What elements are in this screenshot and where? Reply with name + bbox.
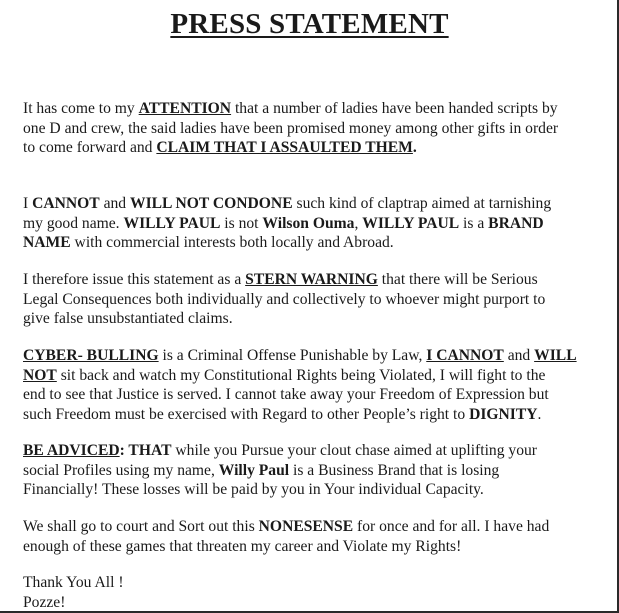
signoff xyxy=(23,573,613,612)
line xyxy=(23,480,613,500)
text: is a xyxy=(459,214,489,232)
emphasis-willy-paul: Willy Paul xyxy=(218,461,290,479)
paragraph-attention xyxy=(23,99,613,158)
paragraph-cyber-bulling xyxy=(23,346,613,424)
text: my good name. xyxy=(23,214,124,232)
line xyxy=(23,233,613,253)
text: give false unsubstantiated claims. xyxy=(23,310,233,327)
line xyxy=(23,290,613,310)
emphasis-attention: ATTENTION xyxy=(138,100,232,117)
text: one D and crew, the said ladies have been promised money among other gifts in order xyxy=(23,119,559,137)
text: social Profiles using my name, xyxy=(23,461,219,479)
text: that there will be Serious xyxy=(377,271,538,288)
emphasis-nonesense: NONESENSE xyxy=(258,518,354,535)
emphasis-cannot: CANNOT xyxy=(32,195,100,212)
text: end to see that Justice is served. I cannot take away your Freedom of Expression but xyxy=(23,386,549,403)
paragraph-cannot-condone xyxy=(23,194,613,253)
text: sit back and watch my Constitutional Rights being Violated, I will fight to the xyxy=(56,366,546,384)
emphasis-not: NOT xyxy=(23,366,57,384)
text: is not xyxy=(220,214,263,232)
emphasis-will: WILL xyxy=(534,347,577,364)
text: We shall go to court and Sort out this xyxy=(23,518,259,535)
paragraph-stern-warning xyxy=(23,270,613,329)
emphasis-willy-paul: WILLY PAUL xyxy=(362,214,460,232)
emphasis-cyber-bulling: CYBER- BULLING xyxy=(23,347,159,364)
text: while you Pursue your clout chase aimed at uplifting your xyxy=(171,442,537,459)
line xyxy=(23,119,613,139)
thank-you-line: Thank You All ! xyxy=(23,574,124,591)
text: Legal Consequences both individually and collectively to whoever might purport to xyxy=(23,290,546,308)
page-title: PRESS STATEMENT xyxy=(170,8,449,40)
line xyxy=(23,214,613,234)
line xyxy=(23,517,613,537)
text: enough of these games that threaten my career and Violate my Rights! xyxy=(23,537,462,555)
signature-line: Pozze! xyxy=(23,593,66,611)
text: Financially! These losses will be paid by you in Your individual Capacity. xyxy=(23,481,484,498)
emphasis-willy-paul: WILLY PAUL xyxy=(123,214,221,232)
text: such Freedom must be exercised with Regard to other People’s right to xyxy=(23,405,470,423)
text: is a Business Brand that is losing xyxy=(289,461,500,479)
line xyxy=(23,366,613,386)
text: and xyxy=(503,347,535,364)
emphasis-dignity: DIGNITY xyxy=(469,405,538,423)
emphasis-claim: CLAIM THAT I ASSAULTED THEM xyxy=(156,139,413,156)
line xyxy=(23,405,613,425)
text: It has come to my xyxy=(23,100,139,117)
text: . xyxy=(537,405,542,423)
line xyxy=(23,537,613,557)
line xyxy=(23,138,613,158)
emphasis-will-not-condone: WILL NOT CONDONE xyxy=(129,195,293,212)
line xyxy=(23,385,613,405)
text: to come forward and xyxy=(23,139,157,156)
emphasis-be-adviced: BE ADVICED xyxy=(23,442,120,459)
line xyxy=(23,346,613,366)
paragraph-court xyxy=(23,517,613,556)
line xyxy=(23,461,613,481)
emphasis-wilson-ouma: Wilson Ouma xyxy=(262,214,355,232)
emphasis-stern-warning: STERN WARNING xyxy=(245,271,378,288)
text: I therefore issue this statement as a xyxy=(23,271,246,288)
line xyxy=(23,99,613,119)
text: , xyxy=(354,214,363,232)
emphasis-name: NAME xyxy=(23,234,71,251)
text: with commercial interests both locally and Abroad. xyxy=(70,234,394,251)
paragraph-be-adviced xyxy=(23,441,613,500)
text: . xyxy=(412,139,417,156)
emphasis-brand: BRAND xyxy=(488,214,544,232)
emphasis-i-cannot: I CANNOT xyxy=(426,347,504,364)
text: that a number of ladies have been handed scripts by xyxy=(231,100,558,117)
text: is a Criminal Offense Punishable by Law, xyxy=(158,347,427,364)
line xyxy=(23,441,613,461)
text: and xyxy=(99,195,130,212)
line xyxy=(23,309,613,329)
text: I xyxy=(23,195,33,212)
line xyxy=(23,270,613,290)
text: such kind of claptrap aimed at tarnishing xyxy=(292,195,552,212)
emphasis-that: : THAT xyxy=(119,442,172,459)
text: for once and for all. I have had xyxy=(353,518,550,535)
line xyxy=(23,194,613,214)
